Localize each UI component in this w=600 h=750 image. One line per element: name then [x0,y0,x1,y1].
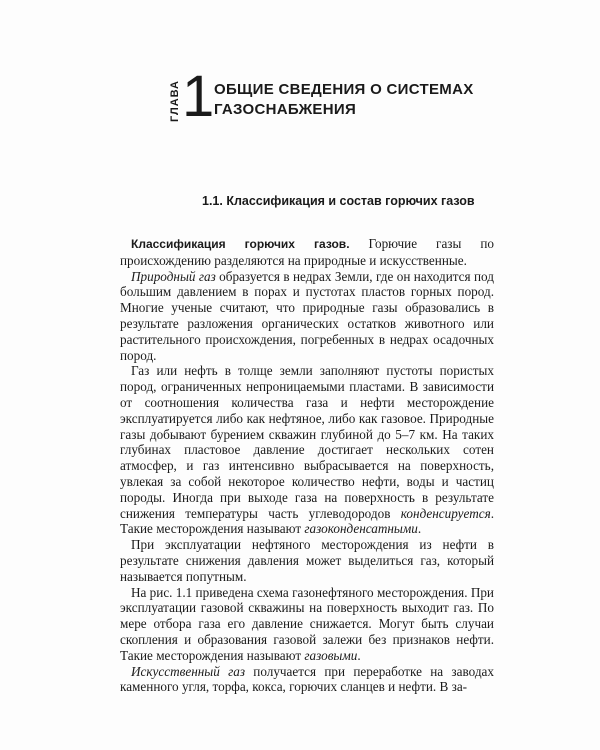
paragraph: Природный газ образуется в недрах Земли, где он находится под большим давлением в порах и пустотах пластов горных пород. Многие ученые считают, что природные газы образовались в результате разложения органических остатков животного или растительного происхождения, погребенных в недрах осадочных пород. [120,268,494,363]
chapter-title-line-1: ОБЩИЕ СВЕДЕНИЯ О СИСТЕМАХ [214,81,474,98]
paragraph: При эксплуатации нефтяного месторождения из нефти в результате снижения давления может выделиться газ, который называется попутным. [120,537,494,584]
paragraph: На рис. 1.1 приведена схема газонефтяного месторождения. При эксплуатации газовой скважины на поверхность выходит газ. По мере отбора газа его давление снижается. Могут быть случаи скопления и образования газовой залежи без признаков нефти. Такие месторождения называют газовыми. [120,584,494,663]
term-italic: газовыми [304,647,358,663]
paragraph: Классификация горючих газов. Горючие газы по происхождению разделяются на природные и искусственные. [120,236,494,268]
term-italic: Природный газ [131,268,216,284]
term-italic: газоконденсатными [304,521,418,537]
term-italic: Искусственный газ [131,663,245,679]
chapter-title [214,80,474,120]
section-heading: 1.1. Классификация и состав горючих газов [202,194,475,208]
chapter-header [168,64,474,138]
body-text [120,236,494,695]
paragraph: Газ или нефть в толще земли заполняют пустоты пористых пород, ограниченных непроницаемыми пластами. В зависимости от соотношения количества газа и нефти месторождение эксплуатируется либо как нефтяное, либо как газовое. Природные газы добывают бурением скважин глубиной до 5–7 км. На таких глубинах пластовое давление достигает нескольких сотен атмосфер, и газ интенсивно выбрасывается на поверхность, увлекая за собой некоторое количество нефти, воды и частиц породы. Иногда при выходе газа на поверхность в результате снижения температуры часть углеводородов конденсируется. Такие месторождения называют газоконденсатными. [120,363,494,537]
paragraph: Искусственный газ получается при переработке на заводах каменного угля, торфа, кокса, горючих сланцев и нефти. В за- [120,663,495,695]
chapter-title-line-2: ГАЗОСНАБЖЕНИЯ [214,101,357,118]
term-bold: Классификация горючих газов. [131,237,350,251]
chapter-number: 1 [182,64,215,129]
chapter-label: ГЛАВА [169,80,181,122]
term-italic: конденсируется [400,505,491,521]
